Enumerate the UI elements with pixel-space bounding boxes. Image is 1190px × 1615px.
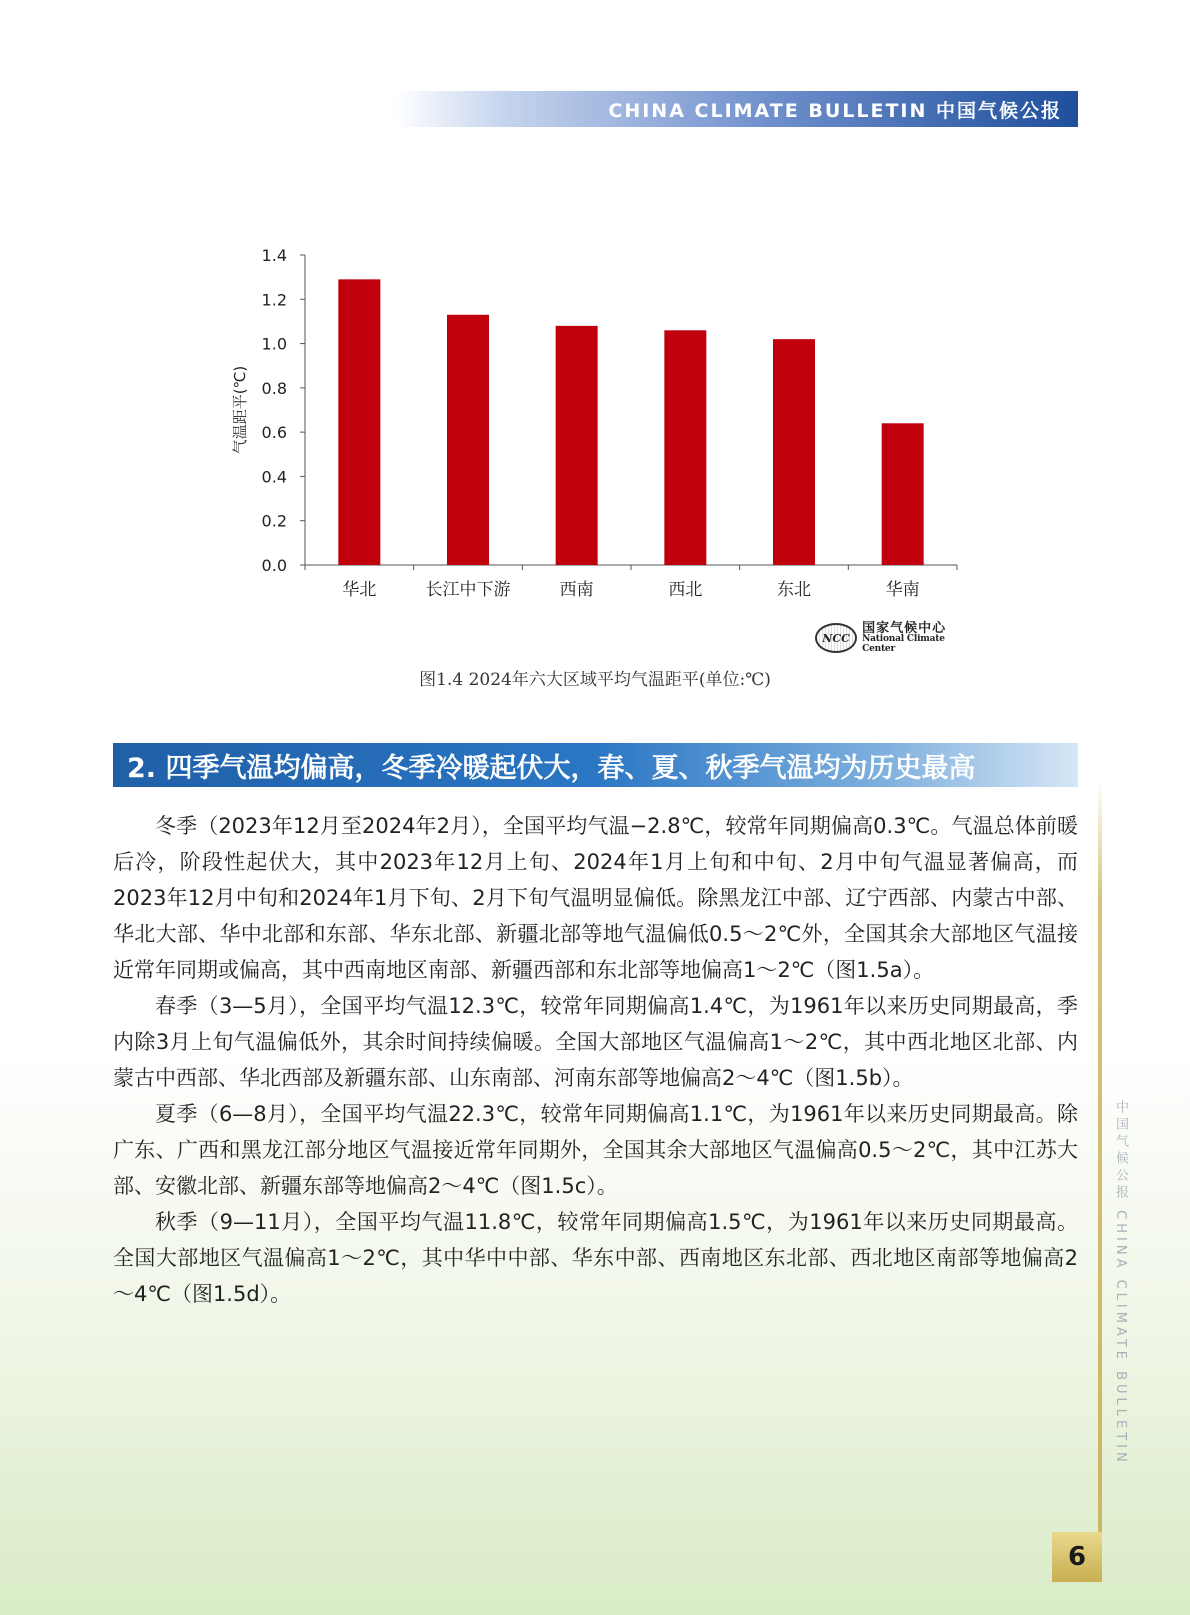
bar-3 [664,330,706,565]
x-tick-label: 华北 [342,580,377,600]
figure-caption: 图1.4 2024年六大区域平均气温距平(单位:℃) [419,670,771,690]
y-axis-label: 气温距平(℃) [231,365,249,455]
bar-5 [882,423,924,565]
y-tick-label: 1.4 [261,246,287,265]
paragraph-winter: 冬季（2023年12月至2024年2月），全国平均气温−2.8℃，较常年同期偏高0.3℃。气温总体前暖后冷，阶段性起伏大，其中2023年12月上旬、2024年1月上旬和中旬、2月中旬气温显著偏高，而2023年12月中旬和2024年1月下旬、2月下旬气温明显偏低。除黑龙江中部、辽宁西部、内蒙古中部、华北大部、华中北部和东部、华东北部、新疆北部等地气温偏低0.5～2℃外，全国其余大部地区气温接近常年同期或偏高，其中西南地区南部、新疆西部和东北部等地偏高1～2℃（图1.5a）。 [113,814,1078,982]
chart-svg [225,240,985,610]
x-tick-label: 西北 [668,580,703,600]
logo-text [862,622,975,655]
paragraph-spring: 春季（3—5月），全国平均气温12.3℃，较常年同期偏高1.4℃，为1961年以来历史同期最高，季内除3月上旬气温偏低外，其余时间持续偏暖。全国大部地区气温偏高1～2℃，其中西北地区北部、内蒙古中西部、华北西部及新疆东部、山东南部、河南东部等地偏高2～4℃（图1.5b）。 [113,994,1078,1090]
bar-1 [447,315,489,565]
page-number: 6 [1052,1532,1102,1582]
header-band [395,91,1078,127]
bar-0 [338,279,380,565]
y-tick-label: 0.2 [261,511,287,531]
x-tick-label: 华南 [885,580,920,600]
x-tick-label: 西南 [559,580,594,600]
section-body [113,808,1078,1312]
header-title: CHINA CLIMATE BULLETIN 中国气候公报 [608,99,1062,122]
section-title: 2. 四季气温均偏高，冬季冷暖起伏大，春、夏、秋季气温均为历史最高 [127,752,976,784]
y-tick-label: 0.8 [261,378,287,398]
y-tick-label: 0.6 [261,423,287,443]
y-tick-label: 0.4 [261,467,287,487]
x-tick-label: 长江中下游 [425,580,511,600]
x-tick-label: 东北 [777,580,811,600]
paragraph-summer: 夏季（6—8月），全国平均气温22.3℃，较常年同期偏高1.1℃，为1961年以来历史同期最高。除广东、广西和黑龙江部分地区气温接近常年同期外，全国其余大部地区气温偏高0.5～2℃，其中江苏大部、安徽北部、新疆东部等地偏高2～4℃（图1.5c）。 [113,1102,1078,1198]
paragraph-autumn: 秋季（9—11月），全国平均气温11.8℃，较常年同期偏高1.5℃，为1961年以来历史同期最高。全国大部地区气温偏高1～2℃，其中华中中部、华东中部、西南地区东北部、西北地区南部等地偏高2～4℃（图1.5d）。 [113,1210,1078,1306]
ncc-emblem-icon [815,623,857,653]
logo-name-cn: 国家气候中心 [862,620,947,636]
sidebar-divider [1098,780,1102,1580]
y-tick-label: 1.2 [261,290,287,310]
ncc-logo [815,620,975,656]
logo-name-en: National Climate Center [862,634,945,654]
y-tick-label: 0.0 [261,556,287,575]
bar-2 [556,326,598,565]
sidebar-vertical-title: 中国气候公报 CHINA CLIMATE BULLETIN [1113,1100,1128,1466]
bar-4 [773,339,815,565]
logo-mark-text: NCC [822,631,850,645]
y-tick-label: 1.0 [261,334,287,354]
bar-chart [225,240,985,610]
section-heading-bar [113,743,1078,787]
